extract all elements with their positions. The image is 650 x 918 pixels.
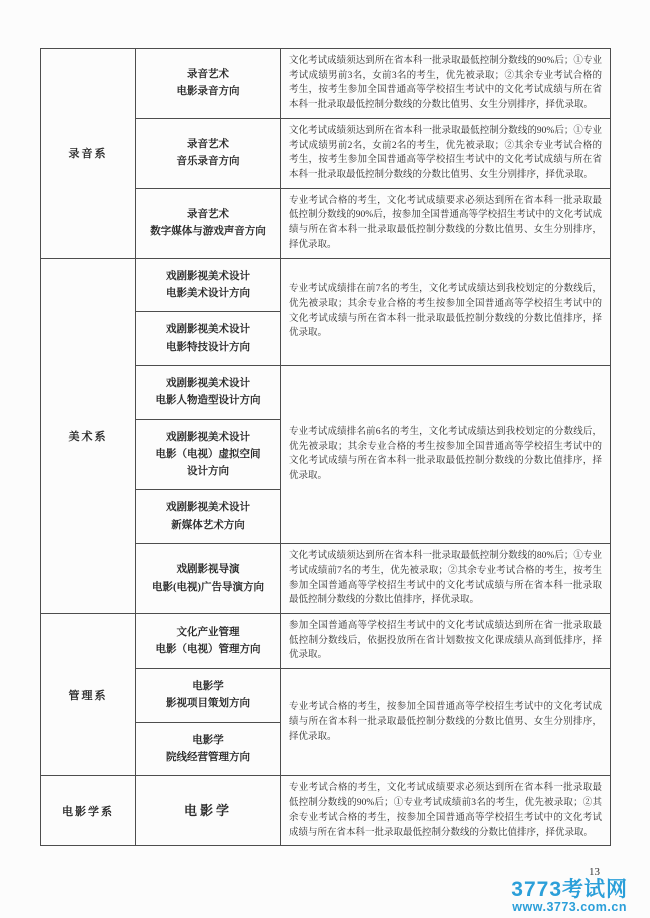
criteria-cell: 文化考试成绩须达到所在省本科一批录取最低控制分数线的90%后；①专业考试成绩男前2名，女前2名的考生，优先被录取；②其余专业考试合格的考生，按考生参加全国普通高等学校招生考试中的文化考试成绩与所在省本科一批录取最低控制分数线的分数比值男、女生分别排序，择优录取。: [281, 118, 611, 188]
major-cell: 电影学: [136, 776, 281, 846]
table-row: [41, 776, 611, 846]
admission-table: [40, 48, 611, 846]
table-row: [41, 613, 611, 668]
page-footer: [511, 866, 628, 914]
major-cell: 戏剧影视美术设计 电影特技设计方向: [136, 312, 281, 366]
major-cell: 戏剧影视美术设计 电影（电视）虚拟空间 设计方向: [136, 419, 281, 490]
department-cell: 管理系: [41, 613, 136, 775]
department-cell: 录音系: [41, 49, 136, 259]
major-cell: 戏剧影视美术设计 电影人物造型设计方向: [136, 365, 281, 419]
table-row: [41, 258, 611, 312]
criteria-cell: 专业考试合格的考生，文化考试成绩要求必须达到所在省本科一批录取最低控制分数线的90%后，按参加全国普通高等学校招生考试中的文化考试成绩与所在省本科一批录取最低控制分数线的分数比值男、女生分别排序，择优录取。: [281, 188, 611, 258]
major-cell: 戏剧影视美术设计 电影美术设计方向: [136, 258, 281, 312]
department-cell: 美术系: [41, 258, 136, 613]
criteria-cell: 专业考试合格的考生，文化考试成绩要求必须达到所在省本科一批录取最低控制分数线的90%后；①专业考试成绩前3名的考生，优先被录取；②其余专业考试合格的考生，按参加全国普通高等学校招生考试中的文化考试成绩与所在省本科一批录取最低控制分数线的分数比值排序，择优录取。: [281, 776, 611, 846]
admission-table-body: [41, 49, 611, 846]
major-cell: 戏剧影视导演 电影(电视)广告导演方向: [136, 544, 281, 614]
major-cell: 录音艺术 数字媒体与游戏声音方向: [136, 188, 281, 258]
page-number: 13: [589, 865, 600, 878]
department-cell: 电影学系: [41, 776, 136, 846]
criteria-cell: 专业考试成绩排名前6名的考生，文化考试成绩达到我校划定的分数线后，优先被录取；其余专业合格的考生按参加全国普通高等学校招生考试中的文化考试成绩与所在省本科一批录取最低控制分数线的分数比值排序，择优录取。: [281, 365, 611, 543]
major-cell: 录音艺术 音乐录音方向: [136, 118, 281, 188]
criteria-cell: 参加全国普通高等学校招生考试中的文化考试成绩达到所在省一批录取最低控制分数线后，依据投放所在省计划数按文化课成绩从高到低排序，择优录取。: [281, 613, 611, 668]
criteria-cell: 专业考试成绩排在前7名的考生，文化考试成绩达到我校划定的分数线后，优先被录取；其余专业合格的考生按参加全国普通高等学校招生考试中的文化考试成绩与所在省本科一批录取最低控制分数线的分数比值排序，择优录取。: [281, 258, 611, 365]
watermark: [511, 879, 628, 914]
major-cell: 电影学 影视项目策划方向: [136, 669, 281, 723]
major-cell: 录音艺术 电影录音方向: [136, 49, 281, 119]
watermark-site-name: 3773考试网: [511, 877, 628, 901]
table-row: [41, 49, 611, 119]
major-cell: 电影学 院线经营管理方向: [136, 722, 281, 776]
major-cell: 戏剧影视美术设计 新媒体艺术方向: [136, 490, 281, 544]
major-cell: 文化产业管理 电影（电视）管理方向: [136, 613, 281, 668]
criteria-cell: 专业考试合格的考生，按参加全国普通高等学校招生考试中的文化考试成绩与所在省本科一批录取最低控制分数线的分数比值男、女生分别排序，择优录取。: [281, 669, 611, 776]
watermark-site-url: www.3773.com.cn: [512, 899, 627, 914]
criteria-cell: 文化考试成绩须达到所在省本科一批录取最低控制分数线的80%后；①专业考试成绩前7名的考生，优先被录取；②其余专业考试合格的考生，按考生参加全国普通高等学校招生考试中的文化考试成绩与所在省本科一批录取最低控制分数线的分数比值排序，择优录取。: [281, 544, 611, 614]
criteria-cell: 文化考试成绩须达到所在省本科一批录取最低控制分数线的90%后；①专业考试成绩男前3名，女前3名的考生，优先被录取；②其余专业考试合格的考生，按考生参加全国普通高等学校招生考试中的文化考试成绩与所在省本科一批录取最低控制分数线的分数比值男、女生分别排序，择优录取。: [281, 49, 611, 119]
